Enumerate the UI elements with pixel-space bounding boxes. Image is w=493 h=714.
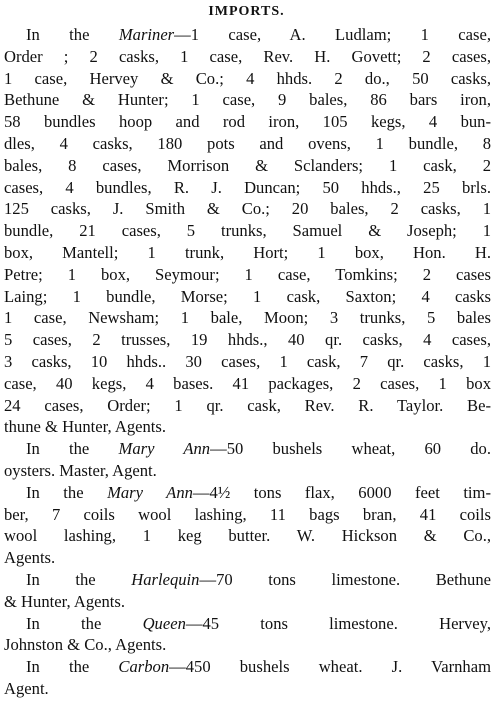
text-line: 58 bundles hoop and rod iron, 105 kegs, 4 bun- (4, 112, 491, 132)
text-line: Order ; 2 casks, 1 case, Rev. H. Govett; 2 cases, (4, 46, 491, 66)
text-line: Petre; 1 box, Seymour; 1 case, Tomkins; 2 cases (4, 264, 491, 284)
text-line (4, 24, 491, 46)
line-prefix: In the (26, 482, 108, 502)
text-line (4, 482, 491, 504)
text-line: Laing; 1 bundle, Morse; 1 cask, Saxton; 4 casks (4, 286, 491, 306)
line-rest: —70 tons limestone. Bethune (199, 569, 491, 589)
import-entry (4, 438, 491, 482)
import-entry (4, 613, 491, 657)
text-line: ber, 7 coils wool lashing, 11 bags bran, 41 coils (4, 504, 491, 524)
import-entry (4, 482, 491, 569)
text-line: wool lashing, 1 keg butter. W. Hickson & Co., (4, 526, 491, 546)
text-line: 24 cases, Order; 1 qr. cask, Rev. R. Taylor. Be- (4, 395, 491, 415)
ship-name: Mary Ann (118, 439, 211, 459)
text-line: bundle, 21 cases, 5 trunks, Samuel & Joseph; 1 (4, 221, 491, 241)
text-line: 1 case, Hervey & Co.; 4 hhds. 2 do., 50 casks, (4, 68, 491, 88)
import-entry (4, 24, 491, 438)
text-line (4, 613, 491, 635)
text-line: 125 casks, J. Smith & Co.; 20 bales, 2 casks, 1 (4, 199, 491, 219)
line-prefix: In the (26, 439, 119, 459)
text-line: cases, 4 bundles, R. J. Duncan; 50 hhds., 25 brls. (4, 177, 491, 197)
text-line: case, 40 kegs, 4 bases. 41 packages, 2 cases, 1 box (4, 373, 491, 393)
line-prefix: In the (26, 25, 119, 44)
text-line: Agents. (4, 548, 56, 568)
text-line: bales, 8 cases, Morrison & Sclanders; 1 cask, 2 (4, 155, 491, 175)
text-line: Bethune & Hunter; 1 case, 9 bales, 86 bars iron, (4, 90, 491, 110)
text-line: dles, 4 casks, 180 pots and ovens, 1 bundle, 8 (4, 133, 491, 153)
text-line: 3 casks, 10 hhds.. 30 cases, 1 cask, 7 qr. casks, 1 (4, 351, 491, 371)
text-line: 5 cases, 2 trusses, 19 hhds., 40 qr. casks, 4 cases, (4, 330, 491, 350)
text-line (4, 656, 491, 678)
line-prefix: In the (26, 569, 132, 589)
text-line: & Hunter, Agents. (4, 591, 126, 611)
text-line: Agent. (4, 678, 49, 698)
line-prefix: In the (26, 613, 143, 633)
ship-name: Mariner (118, 25, 175, 44)
line-rest: —4½ tons flax, 6000 feet tim- (192, 482, 491, 502)
text-line: 1 case, Newsham; 1 bale, Moon; 3 trunks, 5 bales (4, 308, 491, 328)
imports-column (4, 24, 491, 700)
text-line: box, Mantell; 1 trunk, Hort; 1 box, Hon. H. (4, 242, 491, 262)
ship-name: Queen (142, 613, 186, 633)
text-line: oysters. Master, Agent. (4, 460, 157, 480)
line-rest: —45 tons limestone. Hervey, (185, 613, 491, 633)
text-line (4, 438, 491, 460)
section-heading: IMPORTS. (208, 4, 285, 19)
ship-name: Harlequin (131, 569, 200, 589)
line-rest: —450 bushels wheat. J. Varnham (169, 657, 491, 677)
line-prefix: In the (26, 657, 119, 677)
import-entry (4, 569, 491, 613)
text-line: Johnston & Co., Agents. (4, 635, 167, 655)
text-line (4, 569, 491, 591)
ship-name: Carbon (118, 657, 170, 677)
text-line: thune & Hunter, Agents. (4, 417, 167, 437)
import-entry (4, 656, 491, 700)
line-rest: —1 case, A. Ludlam; 1 case, (174, 25, 491, 44)
ship-name: Mary Ann (107, 482, 193, 502)
line-rest: —50 bushels wheat, 60 do. (210, 439, 491, 459)
